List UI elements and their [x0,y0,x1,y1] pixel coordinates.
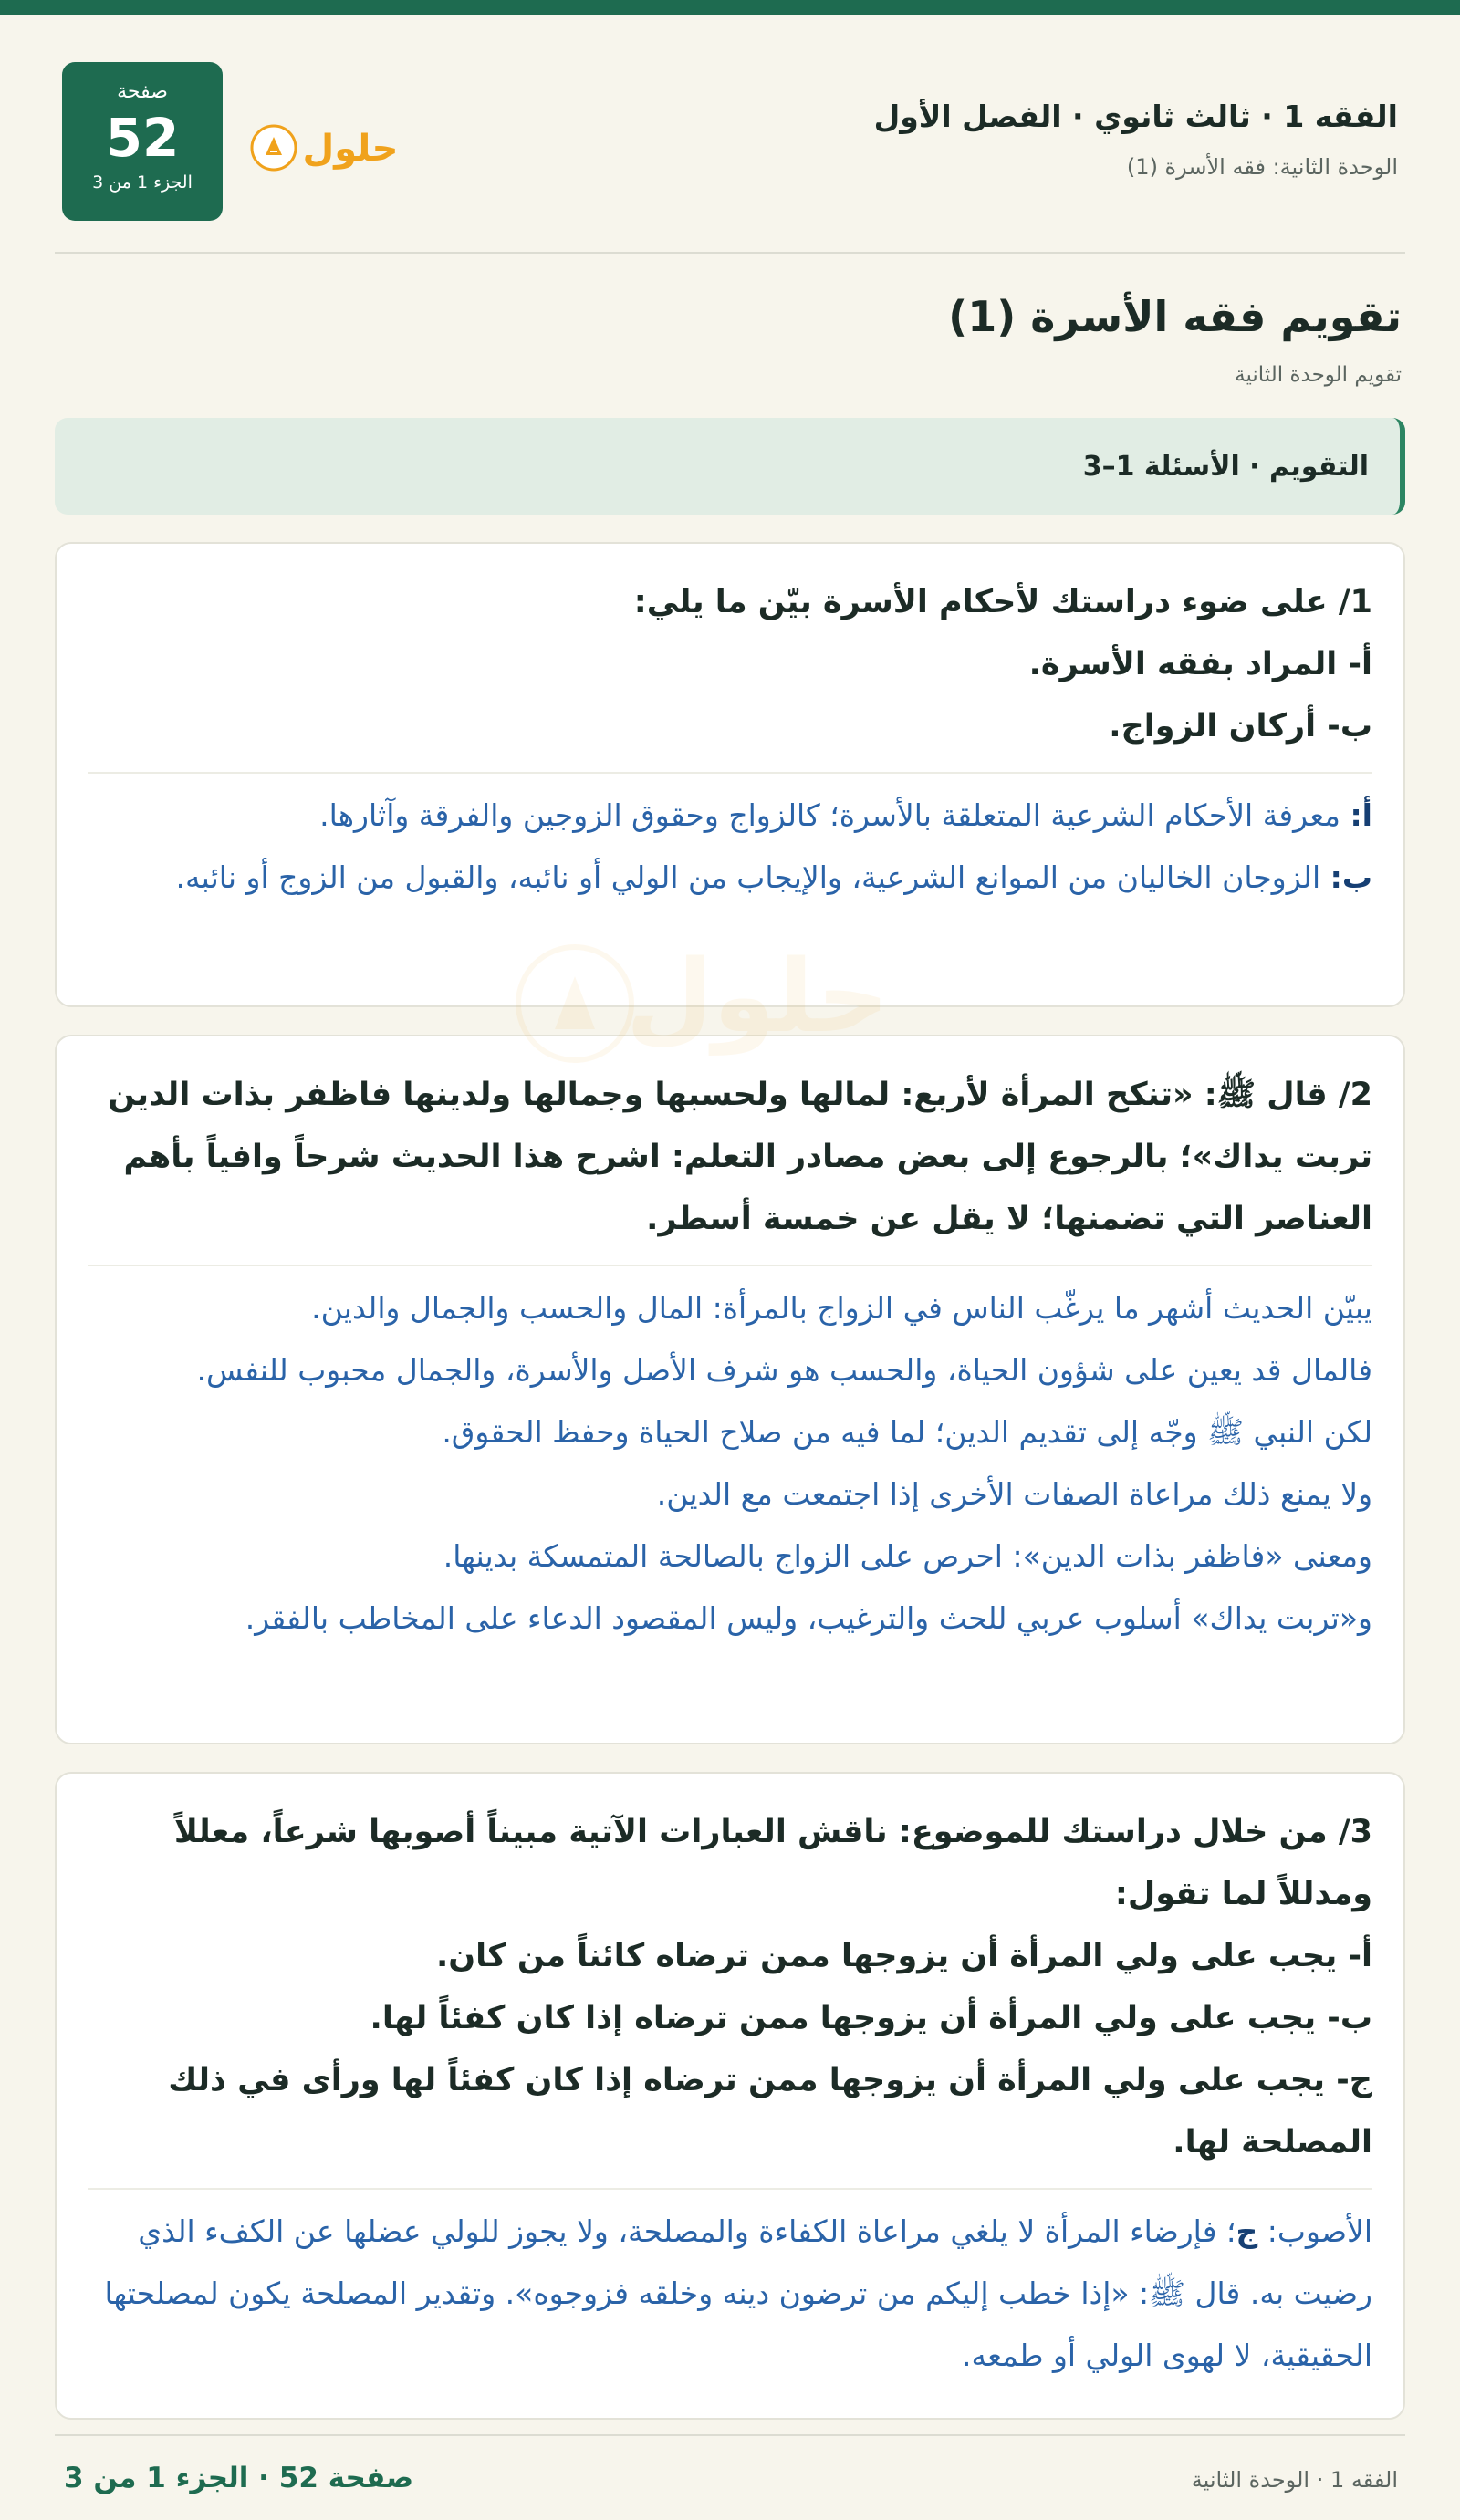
question-3-item-c: ج- يجب على ولي المرأة أن يزوجها ممن ترضاه إذا كان كفئاً لها ورأى في ذلك المصلحة لها. [168,2062,1372,2161]
answer-tag: أ: [1350,797,1372,833]
question-3-prompt: 3/ من خلال دراستك للموضوع: ناقش العبارات الآتية مبيناً أصوبها شرعاً، معللاً ومدللاً لما تقول: [173,1814,1372,1912]
section-heading-label: التقويم · الأسئلة 1–3 [1082,450,1369,483]
top-accent-bar [0,0,1460,15]
divider [88,772,1372,774]
title-block [55,254,1405,418]
question-2-answer-line: لكن النبي ﷺ وجّه إلى تقديم الدين؛ لما فيه من صلاح الحياة وحفظ الحقوق. [442,1414,1372,1450]
question-2-prompt: 2/ قال ﷺ: «تنكح المرأة لأربع: لمالها ولحسبها وجمالها ولدينها فاظفر بذات الدين تربت يداك»؛ بالرجوع إلى بعض مصادر التعلم: اشرح هذا الحديث شرحاً وافياً بأهم العناصر التي تضمنها؛ لا يقل عن خمسة أسطر. [108,1077,1372,1237]
unit-subtitle: الوحدة الثانية: فقه الأسرة (1) [1126,154,1398,180]
question-2-answer-line: ومعنى «فاظفر بذات الدين»: احرص على الزواج بالصالحة المتمسكة بدينها. [443,1538,1372,1574]
divider [88,2188,1372,2190]
question-3-item-a: أ- يجب على ولي المرأة أن يزوجها ممن ترضاه كائناً من كان. [435,1938,1372,1974]
section-heading [55,418,1405,515]
question-3-answer [88,2201,1372,2387]
course-title: الفقه 1 · ثالث ثانوي · الفصل الأول [873,99,1398,134]
divider [88,1265,1372,1266]
answer-text: الزوجان الخاليان من الموانع الشرعية، والإيجاب من الولي أو نائبه، والقبول من الزوج أو نائبه. [175,859,1330,895]
badge-page-number: 52 [105,107,180,169]
question-1-answer-b [88,847,1372,909]
answer-prefix: الأصوب: [1257,2213,1372,2249]
badge-label: صفحة [117,80,168,103]
logo-text: حلول [302,128,399,170]
question-1-item-a: أ- المراد بفقه الأسرة. [1028,646,1372,682]
footer-page-info: صفحة 52 · الجزء 1 من 3 [64,2462,414,2494]
page-title: تقويم فقه الأسرة (1) [948,292,1402,341]
question-1-answer-a [88,785,1372,847]
answer-text: معرفة الأحكام الشرعية المتعلقة بالأسرة؛ كالزواج وحقوق الزوجين والفرقة وآثارها. [319,797,1350,833]
question-2-answer-line: يبيّن الحديث أشهر ما يرغّب الناس في الزواج بالمرأة: المال والحسب والجمال والدين. [311,1290,1372,1326]
page-subtitle: تقويم الوحدة الثانية [1235,363,1402,387]
question-card-1 [55,542,1405,1007]
page-footer [55,2434,1405,2520]
question-2-answer-line: ولا يمنع ذلك مراعاة الصفات الأخرى إذا اجتمعت مع الدين. [656,1476,1372,1512]
page-number-badge [62,62,223,221]
question-1-item-b: ب- أركان الزواج. [1109,708,1372,745]
page [55,15,1405,2420]
answer-text: ؛ فإرضاء المرأة لا يلغي مراعاة الكفاءة والمصلحة، ولا يجوز للولي عضلها عن الكفء الذي رضيت به. قال ﷺ: «إذا خطب إليكم من ترضون دينه وخلقه فزوجوه». وتقدير المصلحة يكون لمصلحتها الحقيقية، لا لهوى الولي أو طمعه. [104,2213,1372,2373]
header-text [874,99,1398,180]
question-2-answer-line: فالمال قد يعين على شؤون الحياة، والحسب هو شرف الأصل والأسرة، والجمال محبوب للنفس. [196,1352,1372,1388]
question-1-prompt: 1/ على ضوء دراستك لأحكام الأسرة بيّن ما يلي: [633,584,1372,620]
footer-unit: الفقه 1 · الوحدة الثانية [1191,2467,1398,2493]
page-header [55,15,1405,254]
question-2-answer-line: و«تربت يداك» أسلوب عربي للحث والترغيب، وليس المقصود الدعاء على المخاطب بالفقر. [245,1600,1372,1636]
answer-tag: ج [1236,2213,1258,2249]
hulul-logo [248,111,405,184]
answer-tag: ب: [1330,859,1372,895]
question-3-item-b: ب- يجب على ولي المرأة أن يزوجها ممن ترضاه إذا كان كفئاً لها. [370,2000,1372,2036]
badge-part: الجزء 1 من 3 [92,172,193,193]
question-card-3 [55,1772,1405,2420]
question-card-2 [55,1035,1405,1744]
